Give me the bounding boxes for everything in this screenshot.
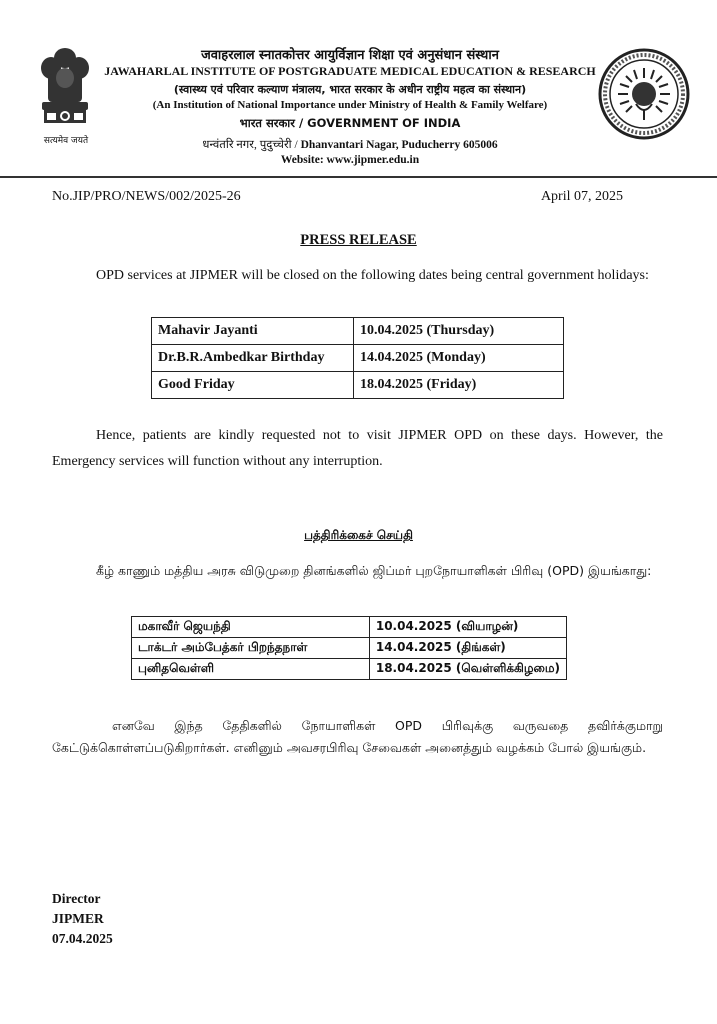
tamil-intro-paragraph: கீழ் காணும் மத்திய அரசு விடுமுறை தினங்களில் ஜிப்மர் புறநோயாளிகள் பிரிவு (OPD) இயங்காது:	[96, 563, 652, 578]
table-row	[152, 372, 564, 399]
government-line: भारत सरकार / GOVERNMENT OF INDIA	[239, 116, 461, 130]
tamil-holiday-table	[131, 616, 567, 680]
institute-name-hindi: जवाहरलाल स्नातकोत्तर आयुर्विज्ञान शिक्षा एवं अनुसंधान संस्थान	[201, 48, 499, 63]
signatory-org: JIPMER	[52, 911, 104, 926]
tamil-closing-paragraph: எனவே இந்த தேதிகளில் நோயாளிகள் OPD பிரிவுக்கு வருவதை தவிர்க்குமாறு கேட்டுக்கொள்ளப்படுகிறார்கள். எனினும் அவசரபிரிவு சேவைகள் அனைத்தும் வழக்கம் போல் இயங்கும்.	[52, 718, 663, 755]
holiday-date: 10.04.2025 (வியாழன்)	[369, 617, 566, 638]
signatory-title: Director	[52, 891, 101, 906]
english-holiday-table	[151, 317, 564, 399]
holiday-date: 14.04.2025 (Monday)	[354, 345, 564, 372]
table-row	[132, 638, 567, 659]
release-date: April 07, 2025	[540, 189, 623, 204]
institute-name-english: JAWAHARLAL INSTITUTE OF POSTGRADUATE MEDICAL EDUCATION & RESEARCH	[104, 64, 596, 78]
holiday-name: Dr.B.R.Ambedkar Birthday	[152, 345, 354, 372]
institute-address	[100, 137, 600, 152]
address-english: Dhanvantari Nagar, Puducherry 605006	[300, 139, 498, 151]
signature-date: 07.04.2025	[52, 931, 113, 946]
table-row	[132, 617, 567, 638]
table-row	[152, 345, 564, 372]
holiday-date: 10.04.2025 (Thursday)	[354, 318, 564, 345]
press-release-title: PRESS RELEASE	[300, 232, 417, 248]
holiday-name: மகாவீர் ஜெயந்தி	[132, 617, 370, 638]
holiday-name: புனிதவெள்ளி	[132, 659, 370, 680]
institute-website: Website: www.jipmer.edu.in	[280, 154, 420, 166]
jipmer-seal-icon	[598, 48, 690, 140]
institute-status-hindi: (स्वास्थ्य एवं परिवार कल्याण मंत्रालय, भारत सरकार के अधीन राष्ट्रीय महत्व का संस्थान)	[173, 83, 527, 96]
reference-number: No.JIP/PRO/NEWS/002/2025-26	[52, 189, 241, 204]
table-row	[152, 318, 564, 345]
table-row	[132, 659, 567, 680]
address-hindi: धन्वंतरि नगर, पुदुच्चेरी /	[202, 139, 298, 151]
english-closing-paragraph: Hence, patients are kindly requested not to visit JIPMER OPD on these days. However, the Emergency services will function without any interruption.	[52, 428, 663, 469]
tamil-press-release-title: பத்திரிக்கைச் செய்தி	[304, 528, 413, 542]
holiday-name: டாக்டர் அம்பேத்கர் பிறந்தநாள்	[132, 638, 370, 659]
national-emblem-icon	[30, 44, 100, 144]
letterhead-divider	[0, 176, 717, 178]
emblem-motto: सत्यमेव जयते	[43, 136, 89, 146]
holiday-date: 18.04.2025 (வெள்ளிக்கிழமை)	[369, 659, 566, 680]
holiday-date: 18.04.2025 (Friday)	[354, 372, 564, 399]
holiday-name: Good Friday	[152, 372, 354, 399]
english-intro-paragraph: OPD services at JIPMER will be closed on the following dates being central government holidays:	[96, 268, 649, 283]
holiday-name: Mahavir Jayanti	[152, 318, 354, 345]
holiday-date: 14.04.2025 (திங்கள்)	[369, 638, 566, 659]
institute-status-english: (An Institution of National Importance under Ministry of Health & Family Welfare)	[152, 99, 548, 111]
